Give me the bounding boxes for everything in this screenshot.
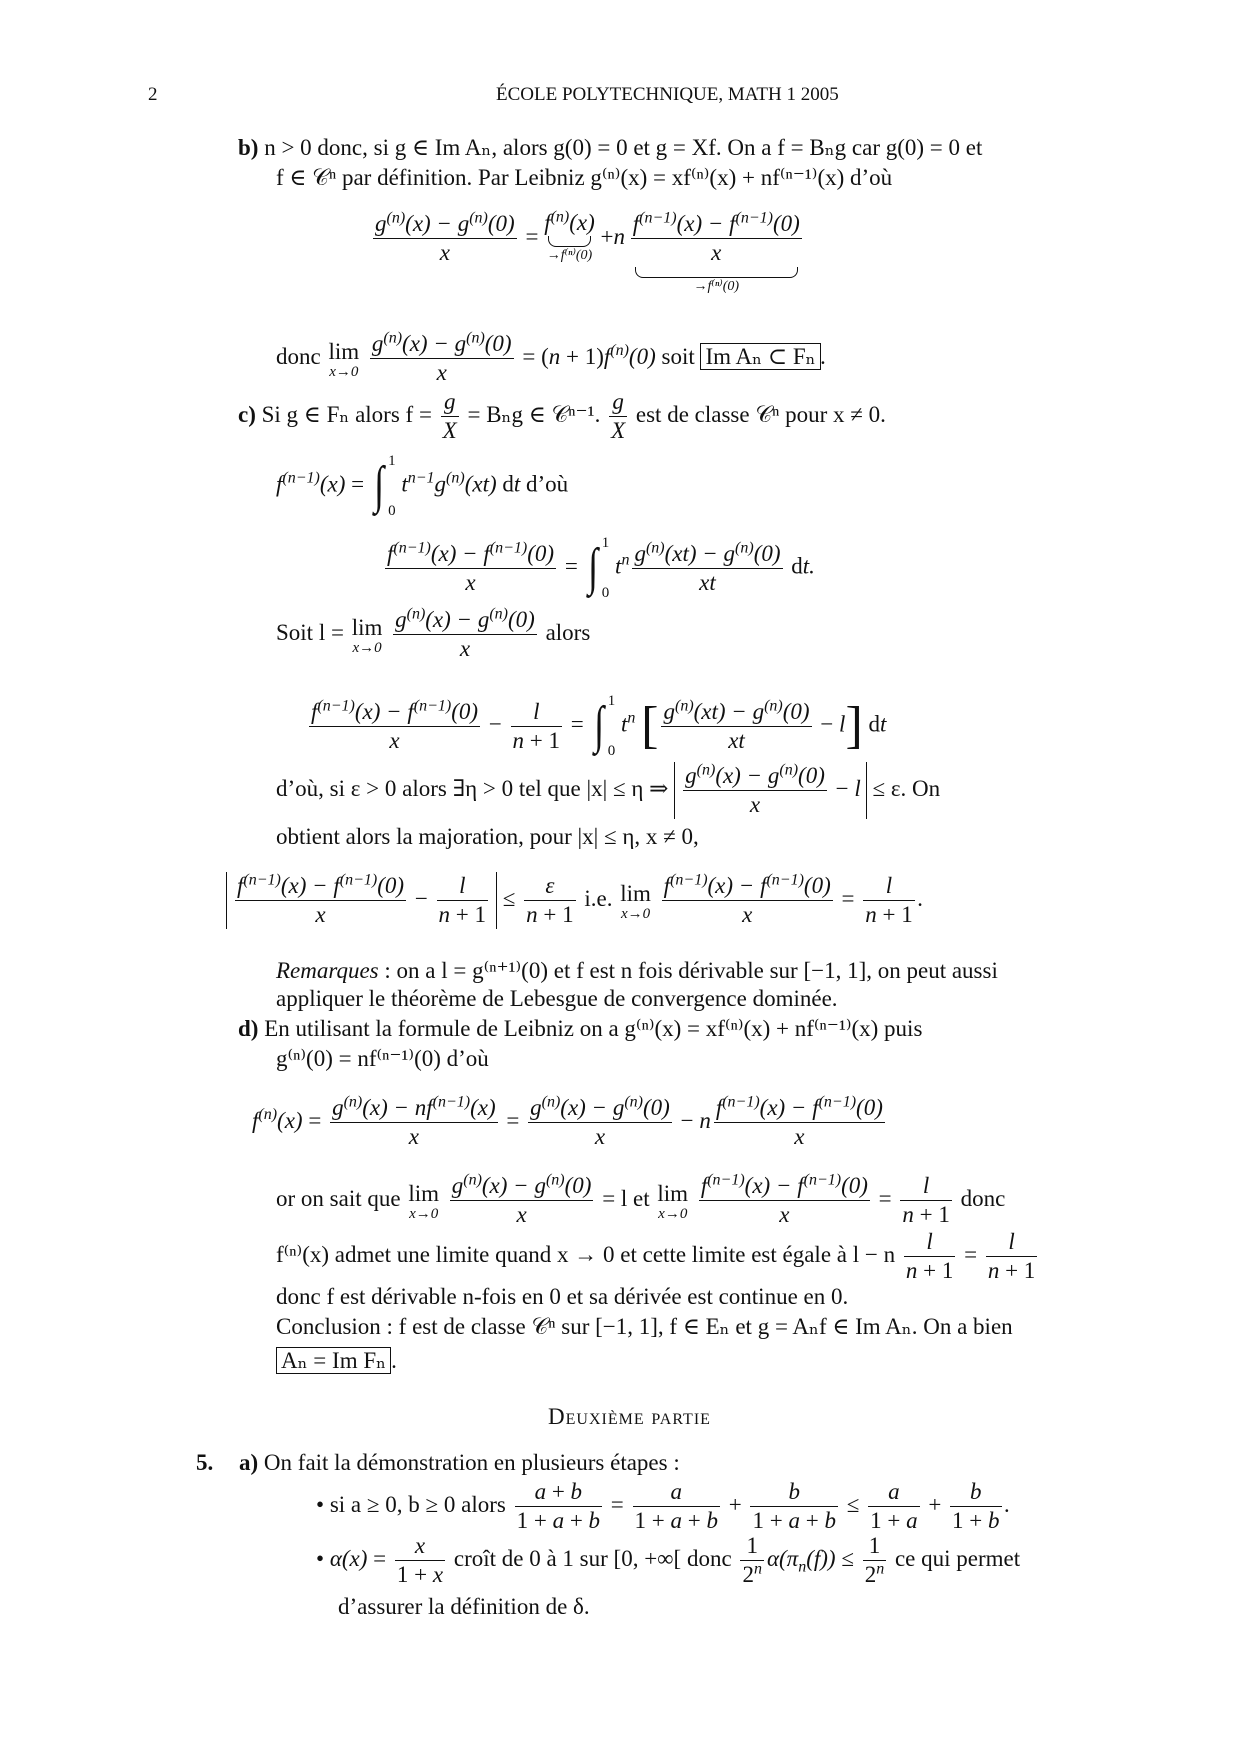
boxed-result-b: Im Aₙ ⊂ Fₙ xyxy=(700,343,820,370)
bullet2-line2: d’assurer la définition de δ. xyxy=(338,1594,590,1619)
equation-c4: $\frac{f^{(n-1)}(x) - f^{(n-1)}(0)}{x}$ − $\frac{l}{n + 1}$ = ∫ 1 0 $t^n$ [ $\frac{g^{(n)}(xt) - g^{(n)}(0)}{xt}$ − l] dt xyxy=(311,693,887,759)
remark-line1 xyxy=(276,956,998,986)
part-c-line1: c) Si g ∈ Fₙ alors f = $\frac{g}{X}$ = Bₙg ∈ 𝒞ⁿ⁻¹. $\frac{g}{X}$ est de classe 𝒞ⁿ pour x ≠ 0. xyxy=(238,389,886,443)
dou-word: d’où xyxy=(526,471,569,497)
equation-c-integral: $f^{(n-1)}(x)$ = ∫ 1 0 $t^{n-1}g^{(n)}(xt)$ dt d’où xyxy=(276,453,569,519)
equation-b1: $\frac{g^{(n)}(x) - g^{(n)}(0)}{x}$ = $f^{(n)}(x)$ →f⁽ⁿ⁾(0) +n $\frac{f^{(n-1)}(x) - f^{(n-1)}(0)}{x}$ →f⁽ⁿ⁾(0) xyxy=(375,208,800,294)
soit-l: Soit l = xyxy=(276,619,344,645)
part-d-line2: g⁽ⁿ⁾(0) = nf⁽ⁿ⁻¹⁾(0) d’où xyxy=(276,1046,489,1071)
equation-d2: or on sait que lim x→0 $\frac{g^{(n)}(x) - g^{(n)}(0)}{x}$ = l et lim x→0 $\frac{f^{(n-1)}(x) - f^{(n-1)}(0)}{x}$ = $\frac{l}{n + 1}$ donc xyxy=(276,1171,1006,1227)
equation-d1: $f^{(n)}(x)$ = $\frac{g^{(n)}(x) - nf^{(n-1)}(x)}{x}$ = $\frac{g^{(n)}(x) - g^{(n)}(0)}{x}$ − n $\frac{f^{(n-1)}(x) - f^{(n-1)}(0)}{x}$ xyxy=(252,1093,883,1149)
equation-d3: f⁽ⁿ⁾(x) admet une limite quand x → 0 et cette limite est égale à l − n $\frac{l}{n + 1}$ = $\frac{l}{n + 1}$ xyxy=(276,1229,1036,1283)
bullet1-prefix: si a ≥ 0, b ≥ 0 alors xyxy=(329,1491,506,1517)
part-c-label: c) xyxy=(238,401,256,427)
donc-word-d: donc xyxy=(960,1185,1006,1211)
brace-note-1: →f⁽ⁿ⁾(0) xyxy=(546,248,593,263)
part-b-line1 xyxy=(238,133,982,163)
or-on-sait: or on sait que xyxy=(276,1185,401,1211)
equation-c5: d’où, si ε > 0 alors ∃η > 0 tel que |x| ≤ η ⇒ $\frac{g^{(n)}(x) - g^{(n)}(0)}{x}$ − l ≤ ε. On xyxy=(276,761,941,817)
page-number: 2 xyxy=(148,84,158,105)
part-d-label: d) xyxy=(238,1016,259,1041)
epsilon-end: ≤ ε. On xyxy=(872,775,941,801)
equation-b2: donc lim x→0 $\frac{g^{(n)}(x) - g^{(n)}(0)}{x}$ = $(n + 1)f^{(n)}(0)$ soit Im Aₙ ⊂ Fₙ . xyxy=(276,329,827,385)
donc-word: donc xyxy=(276,343,321,369)
majoration-line: obtient alors la majoration, pour |x| ≤ η, x ≠ 0, xyxy=(276,824,699,849)
part-c-text-b: = Bₙg ∈ 𝒞ⁿ⁻¹. xyxy=(467,401,601,427)
remark-text: : on a l = g⁽ⁿ⁺¹⁾(0) et f est n fois dérivable sur [−1, 1], on peut aussi xyxy=(378,958,998,983)
alors-word: alors xyxy=(545,619,591,645)
q5-label: a) xyxy=(239,1450,259,1475)
section-title: Deuxième partie xyxy=(548,1404,711,1429)
derivable-line: donc f est dérivable n-fois en 0 et sa dérivée est continue en 0. xyxy=(276,1284,849,1309)
q5-intro: On fait la démonstration en plusieurs étapes : xyxy=(263,1450,680,1475)
bullet-1: • si a ≥ 0, b ≥ 0 alors $\frac{a + b}{1 + a + b}$ = $\frac{a}{1 + a + b}$ + $\frac{b}{1 + a + b}$ ≤ $\frac{a}{1 + a}$ + $\frac{b}{1 + b}$ . xyxy=(316,1479,1011,1533)
part-c-text-a: Si g ∈ Fₙ alors f = xyxy=(261,401,432,427)
remark-label: Remarques xyxy=(276,958,379,983)
soit-word: soit xyxy=(661,343,695,369)
conclusion-line: Conclusion : f est de classe 𝒞ⁿ sur [−1, 1], f ∈ Eₙ et g = Aₙf ∈ Im Aₙ. On a bien xyxy=(276,1314,1013,1339)
boxed-result-d-wrap: Aₙ = Im Fₙ . xyxy=(276,1346,397,1376)
part-b-line2: f ∈ 𝒞ⁿ par définition. Par Leibniz g⁽ⁿ⁾(x) = xf⁽ⁿ⁾(x) + nf⁽ⁿ⁻¹⁾(x) d’où xyxy=(276,165,893,190)
brace-note-2: →f⁽ⁿ⁾(0) xyxy=(693,279,740,294)
bullet2-mid: croît de 0 à 1 sur [0, +∞[ donc xyxy=(453,1545,732,1571)
equation-c2: $\frac{f^{(n-1)}(x) - f^{(n-1)}(0)}{x}$ = ∫ 1 0 $t^n$ $\frac{g^{(n)}(xt) - g^{(n)}(0)}{xt}$ dt. xyxy=(387,535,815,601)
part-d-text1: En utilisant la formule de Leibniz on a g⁽ⁿ⁾(x) = xf⁽ⁿ⁾(x) + nf⁽ⁿ⁻¹⁾(x) puis xyxy=(264,1016,923,1041)
equals-l-et: = l et xyxy=(602,1185,650,1211)
remark-line2: appliquer le théorème de Lebesgue de convergence dominée. xyxy=(276,986,838,1011)
q5-line1 xyxy=(196,1448,680,1478)
part-c-text-c: est de classe 𝒞ⁿ pour x ≠ 0. xyxy=(635,401,886,427)
part-b-label: b) xyxy=(238,135,259,160)
running-title: ÉCOLE POLYTECHNIQUE, MATH 1 2005 xyxy=(496,84,839,105)
q5-number: 5. xyxy=(196,1450,214,1475)
part-d-line1 xyxy=(238,1014,922,1044)
bullet2-end: ce qui permet xyxy=(894,1545,1021,1571)
equation-c3: Soit l = lim x→0 $\frac{g^{(n)}(x) - g^{(n)}(0)}{x}$ alors xyxy=(276,605,591,661)
bullet-2: • α(x) = $\frac{x}{1 + x}$ croît de 0 à 1 sur [0, +∞[ donc $\frac{1}{2^n}$ $\alpha(\pi_n(f))$ ≤ $\frac{1}{2^n}$ ce qui permet xyxy=(316,1533,1021,1587)
part-b-text1: n > 0 donc, si g ∈ Im Aₙ, alors g(0) = 0 et g = Xf. On a f = Bₙg car g(0) = 0 et xyxy=(264,135,983,160)
equation-c6: $\frac{f^{(n-1)}(x) - f^{(n-1)}(0)}{x}$ − $\frac{l}{n + 1}$ ≤ $\frac{\varepsilon}{n + 1}$ i.e. lim x→0 $\frac{f^{(n-1)}(x) - f^{(n-1)}(0)}{x}$ = $\frac{l}{n + 1}$ . xyxy=(226,872,923,929)
epsilon-text: d’où, si ε > 0 alors ∃η > 0 tel que |x| ≤ η ⇒ xyxy=(276,775,669,801)
limit-line: f⁽ⁿ⁾(x) admet une limite quand x → 0 et cette limite est égale à l − n xyxy=(276,1241,896,1267)
ie-word: i.e. xyxy=(584,885,613,911)
boxed-result-d: Aₙ = Im Fₙ xyxy=(276,1347,391,1374)
